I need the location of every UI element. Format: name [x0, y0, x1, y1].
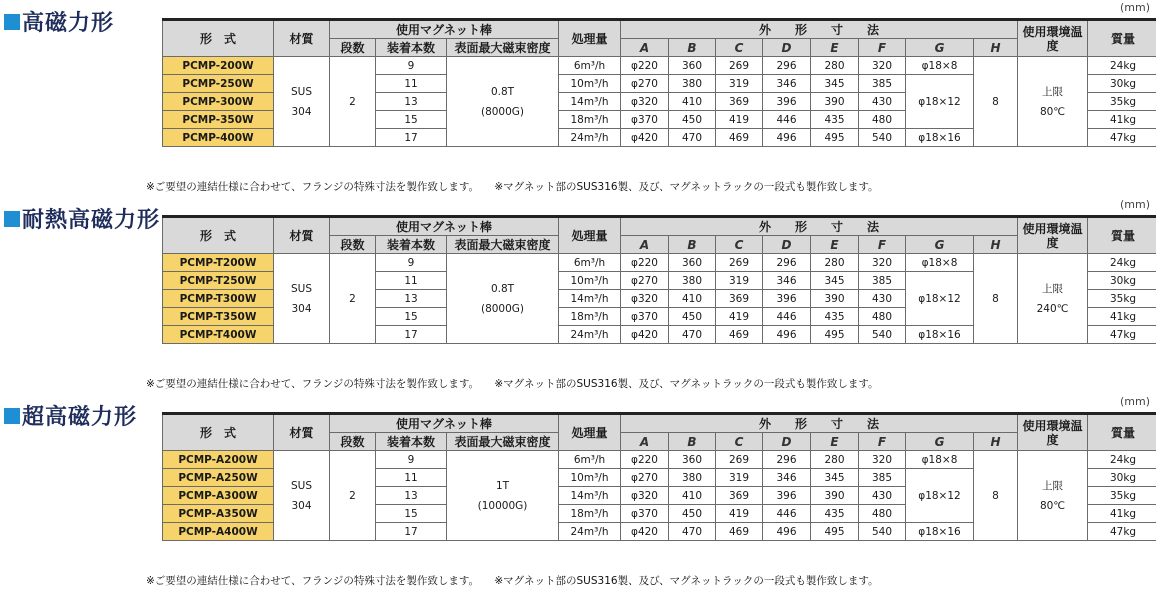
dim-g-cell: φ18×8 [906, 57, 974, 75]
mass-cell: 24kg [1088, 57, 1156, 75]
env-temperature: 80℃ [1039, 499, 1066, 512]
flow-cell: 18m³/h [559, 111, 621, 129]
dim-a-cell: φ220 [621, 451, 669, 469]
flow-cell: 6m³/h [559, 254, 621, 272]
dim-f-cell: 480 [859, 308, 906, 326]
header-flux: 表面最大磁束密度 [447, 39, 559, 57]
header-dim-h: H [974, 433, 1018, 451]
header-flux: 表面最大磁束密度 [447, 433, 559, 451]
header-dim-d: D [763, 433, 811, 451]
dim-d-cell: 446 [763, 505, 811, 523]
env-cell [1018, 451, 1088, 541]
dim-d-cell: 446 [763, 111, 811, 129]
dim-e-cell: 345 [811, 75, 859, 93]
model-cell: PCMP-350W [163, 111, 274, 129]
note-sus316: ※マグネット部のSUS316製、及び、マグネットラックの一段式も製作致します。 [494, 378, 879, 390]
material-line-1: SUS [290, 282, 312, 295]
flux-cell [447, 254, 559, 344]
model-cell: PCMP-200W [163, 57, 274, 75]
dim-e-cell: 345 [811, 272, 859, 290]
material-cell [274, 57, 330, 147]
dim-c-cell: 419 [716, 308, 763, 326]
dim-d-cell: 296 [763, 451, 811, 469]
dim-f-cell: 540 [859, 326, 906, 344]
dim-f-cell: 540 [859, 523, 906, 541]
flux-tesla: 1T [495, 479, 510, 492]
table-row [163, 451, 1156, 469]
dim-d-cell: 446 [763, 308, 811, 326]
dim-c-cell: 269 [716, 57, 763, 75]
header-dim-h: H [974, 236, 1018, 254]
header-dim-f: F [859, 433, 906, 451]
dim-e-cell: 435 [811, 505, 859, 523]
dim-a-cell: φ220 [621, 254, 669, 272]
header-material: 材質 [274, 20, 330, 57]
dim-a-cell: φ320 [621, 93, 669, 111]
header-flow: 処理量 [559, 414, 621, 451]
unit-label: (mm) [1119, 198, 1150, 211]
dim-a-cell: φ420 [621, 129, 669, 147]
dim-b-cell: 410 [669, 487, 716, 505]
dim-b-cell: 380 [669, 272, 716, 290]
dim-d-cell: 296 [763, 254, 811, 272]
dim-c-cell: 319 [716, 272, 763, 290]
bars-cell: 17 [376, 523, 447, 541]
dim-g-cell: φ18×12 [906, 75, 974, 129]
flux-gauss: (8000G) [480, 302, 525, 315]
dim-c-cell: 369 [716, 487, 763, 505]
square-bullet-icon [4, 211, 20, 227]
dim-c-cell: 469 [716, 129, 763, 147]
dim-g-cell: φ18×16 [906, 326, 974, 344]
square-bullet-icon [4, 14, 20, 30]
dim-f-cell: 430 [859, 93, 906, 111]
dim-a-cell: φ270 [621, 469, 669, 487]
dim-b-cell: 360 [669, 451, 716, 469]
dim-f-cell: 430 [859, 290, 906, 308]
header-mass: 質量 [1088, 414, 1156, 451]
header-magnet-bar: 使用マグネット棒 [330, 20, 559, 39]
dim-a-cell: φ420 [621, 523, 669, 541]
dim-h-cell: 8 [974, 57, 1018, 147]
stages-cell: 2 [330, 451, 376, 541]
header-dim-f: F [859, 236, 906, 254]
bars-cell: 11 [376, 272, 447, 290]
env-cell [1018, 254, 1088, 344]
header-dim-b: B [669, 433, 716, 451]
env-temperature: 240℃ [1036, 302, 1069, 315]
material-line-1: SUS [290, 85, 312, 98]
flow-cell: 18m³/h [559, 308, 621, 326]
mass-cell: 35kg [1088, 487, 1156, 505]
stages-cell: 2 [330, 254, 376, 344]
header-dim-g: G [906, 236, 974, 254]
flow-cell: 6m³/h [559, 451, 621, 469]
header-dim-f: F [859, 39, 906, 57]
header-model: 形 式 [163, 20, 274, 57]
dim-a-cell: φ420 [621, 326, 669, 344]
material-line-2: 304 [291, 302, 312, 315]
header-stages: 段数 [330, 433, 376, 451]
dim-b-cell: 380 [669, 75, 716, 93]
dim-b-cell: 450 [669, 111, 716, 129]
material-line-1: SUS [290, 479, 312, 492]
footnote [146, 573, 879, 588]
model-cell: PCMP-300W [163, 93, 274, 111]
header-dim-e: E [811, 433, 859, 451]
header-bars: 装着本数 [376, 236, 447, 254]
footnote [146, 179, 879, 194]
unit-label: (mm) [1119, 395, 1150, 408]
dim-b-cell: 410 [669, 290, 716, 308]
dim-e-cell: 280 [811, 451, 859, 469]
dim-d-cell: 396 [763, 487, 811, 505]
dim-d-cell: 296 [763, 57, 811, 75]
dim-e-cell: 390 [811, 290, 859, 308]
dim-g-cell: φ18×8 [906, 254, 974, 272]
dim-e-cell: 435 [811, 111, 859, 129]
dim-c-cell: 469 [716, 326, 763, 344]
model-cell: PCMP-T250W [163, 272, 274, 290]
dim-c-cell: 319 [716, 75, 763, 93]
mass-cell: 47kg [1088, 129, 1156, 147]
dim-a-cell: φ370 [621, 308, 669, 326]
model-cell: PCMP-400W [163, 129, 274, 147]
dim-b-cell: 470 [669, 326, 716, 344]
flow-cell: 14m³/h [559, 93, 621, 111]
dim-c-cell: 369 [716, 290, 763, 308]
dim-c-cell: 419 [716, 111, 763, 129]
header-mass: 質量 [1088, 20, 1156, 57]
header-dim-e: E [811, 236, 859, 254]
table-row [163, 57, 1156, 75]
mass-cell: 41kg [1088, 505, 1156, 523]
note-sus316: ※マグネット部のSUS316製、及び、マグネットラックの一段式も製作致します。 [494, 181, 879, 193]
dim-d-cell: 496 [763, 129, 811, 147]
header-dim-c: C [716, 433, 763, 451]
dim-b-cell: 450 [669, 505, 716, 523]
section-title-text: 耐熱高磁力形 [22, 208, 161, 233]
mass-cell: 47kg [1088, 326, 1156, 344]
section-title [4, 203, 160, 234]
square-bullet-icon [4, 408, 20, 424]
header-row [163, 414, 1156, 433]
dim-e-cell: 280 [811, 254, 859, 272]
env-cell [1018, 57, 1088, 147]
note-flange: ※ご要望の連結仕様に合わせて、フランジの特殊寸法を製作致します。 [146, 378, 479, 390]
flow-cell: 10m³/h [559, 469, 621, 487]
dim-b-cell: 360 [669, 57, 716, 75]
bars-cell: 11 [376, 469, 447, 487]
header-model: 形 式 [163, 217, 274, 254]
dim-d-cell: 496 [763, 523, 811, 541]
flow-cell: 18m³/h [559, 505, 621, 523]
note-flange: ※ご要望の連結仕様に合わせて、フランジの特殊寸法を製作致します。 [146, 181, 479, 193]
header-dim-a: A [621, 39, 669, 57]
spec-table [162, 412, 1156, 541]
bars-cell: 13 [376, 290, 447, 308]
dim-f-cell: 385 [859, 469, 906, 487]
flow-cell: 10m³/h [559, 75, 621, 93]
section-title [4, 400, 137, 431]
header-dim-c: C [716, 39, 763, 57]
header-flow: 処理量 [559, 217, 621, 254]
dim-f-cell: 430 [859, 487, 906, 505]
flux-cell [447, 57, 559, 147]
spec-table [162, 215, 1156, 344]
bars-cell: 17 [376, 129, 447, 147]
flux-gauss: (8000G) [480, 105, 525, 118]
bars-cell: 9 [376, 451, 447, 469]
mass-cell: 24kg [1088, 254, 1156, 272]
dim-a-cell: φ370 [621, 111, 669, 129]
spec-section [0, 197, 1156, 394]
mass-cell: 41kg [1088, 308, 1156, 326]
dim-a-cell: φ270 [621, 272, 669, 290]
header-dim-a: A [621, 236, 669, 254]
header-dim-g: G [906, 39, 974, 57]
dim-b-cell: 410 [669, 93, 716, 111]
dim-f-cell: 385 [859, 75, 906, 93]
header-dim-a: A [621, 433, 669, 451]
bars-cell: 13 [376, 487, 447, 505]
header-env: 使用環境温度 [1018, 20, 1088, 57]
dim-d-cell: 396 [763, 290, 811, 308]
material-cell [274, 254, 330, 344]
mass-cell: 30kg [1088, 272, 1156, 290]
header-stages: 段数 [330, 236, 376, 254]
footnote [146, 376, 879, 391]
header-row [163, 217, 1156, 236]
model-cell: PCMP-T200W [163, 254, 274, 272]
table-row [163, 254, 1156, 272]
header-dim-c: C [716, 236, 763, 254]
flow-cell: 6m³/h [559, 57, 621, 75]
flow-cell: 14m³/h [559, 487, 621, 505]
model-cell: PCMP-T350W [163, 308, 274, 326]
flux-tesla: 0.8T [490, 85, 515, 98]
note-flange: ※ご要望の連結仕様に合わせて、フランジの特殊寸法を製作致します。 [146, 575, 479, 587]
flux-cell [447, 451, 559, 541]
dim-g-cell: φ18×12 [906, 272, 974, 326]
flux-gauss: (10000G) [477, 499, 528, 512]
dim-e-cell: 495 [811, 523, 859, 541]
env-temperature: 80℃ [1039, 105, 1066, 118]
mass-cell: 30kg [1088, 469, 1156, 487]
dim-e-cell: 495 [811, 326, 859, 344]
mass-cell: 35kg [1088, 290, 1156, 308]
env-upper-label: 上限 [1042, 282, 1064, 295]
bars-cell: 9 [376, 57, 447, 75]
spec-section [0, 394, 1156, 591]
dim-a-cell: φ320 [621, 290, 669, 308]
flow-cell: 14m³/h [559, 290, 621, 308]
flow-cell: 24m³/h [559, 523, 621, 541]
dim-c-cell: 319 [716, 469, 763, 487]
flow-cell: 24m³/h [559, 129, 621, 147]
dim-f-cell: 320 [859, 254, 906, 272]
dim-d-cell: 346 [763, 272, 811, 290]
dim-b-cell: 470 [669, 523, 716, 541]
dim-g-cell: φ18×16 [906, 523, 974, 541]
bars-cell: 9 [376, 254, 447, 272]
dim-a-cell: φ370 [621, 505, 669, 523]
header-material: 材質 [274, 414, 330, 451]
model-cell: PCMP-A300W [163, 487, 274, 505]
stages-cell: 2 [330, 57, 376, 147]
header-dim-e: E [811, 39, 859, 57]
bars-cell: 15 [376, 111, 447, 129]
header-dimensions: 外 形 寸 法 [621, 20, 1018, 39]
dim-d-cell: 346 [763, 75, 811, 93]
header-flow: 処理量 [559, 20, 621, 57]
flux-tesla: 0.8T [490, 282, 515, 295]
env-upper-label: 上限 [1042, 85, 1064, 98]
dim-e-cell: 390 [811, 93, 859, 111]
header-dimensions: 外 形 寸 法 [621, 414, 1018, 433]
bars-cell: 13 [376, 93, 447, 111]
model-cell: PCMP-T300W [163, 290, 274, 308]
header-flux: 表面最大磁束密度 [447, 236, 559, 254]
dim-f-cell: 480 [859, 111, 906, 129]
model-cell: PCMP-250W [163, 75, 274, 93]
material-line-2: 304 [291, 105, 312, 118]
header-magnet-bar: 使用マグネット棒 [330, 217, 559, 236]
dim-c-cell: 269 [716, 254, 763, 272]
bars-cell: 15 [376, 308, 447, 326]
header-env: 使用環境温度 [1018, 217, 1088, 254]
dim-e-cell: 435 [811, 308, 859, 326]
dim-b-cell: 360 [669, 254, 716, 272]
header-bars: 装着本数 [376, 39, 447, 57]
header-dim-h: H [974, 39, 1018, 57]
note-sus316: ※マグネット部のSUS316製、及び、マグネットラックの一段式も製作致します。 [494, 575, 879, 587]
dim-c-cell: 369 [716, 93, 763, 111]
model-cell: PCMP-A350W [163, 505, 274, 523]
header-env: 使用環境温度 [1018, 414, 1088, 451]
model-cell: PCMP-A200W [163, 451, 274, 469]
header-dim-b: B [669, 236, 716, 254]
header-dimensions: 外 形 寸 法 [621, 217, 1018, 236]
dim-g-cell: φ18×12 [906, 469, 974, 523]
dim-g-cell: φ18×16 [906, 129, 974, 147]
dim-e-cell: 495 [811, 129, 859, 147]
flow-cell: 24m³/h [559, 326, 621, 344]
unit-label: (mm) [1119, 1, 1150, 14]
dim-g-cell: φ18×8 [906, 451, 974, 469]
header-magnet-bar: 使用マグネット棒 [330, 414, 559, 433]
dim-d-cell: 346 [763, 469, 811, 487]
dim-d-cell: 396 [763, 93, 811, 111]
dim-f-cell: 320 [859, 57, 906, 75]
bars-cell: 17 [376, 326, 447, 344]
mass-cell: 47kg [1088, 523, 1156, 541]
dim-b-cell: 470 [669, 129, 716, 147]
dim-f-cell: 480 [859, 505, 906, 523]
dim-c-cell: 469 [716, 523, 763, 541]
dim-c-cell: 269 [716, 451, 763, 469]
dim-b-cell: 380 [669, 469, 716, 487]
material-cell [274, 451, 330, 541]
spec-table [162, 18, 1156, 147]
bars-cell: 11 [376, 75, 447, 93]
mass-cell: 30kg [1088, 75, 1156, 93]
dim-f-cell: 385 [859, 272, 906, 290]
dim-d-cell: 496 [763, 326, 811, 344]
header-material: 材質 [274, 217, 330, 254]
dim-b-cell: 450 [669, 308, 716, 326]
header-dim-g: G [906, 433, 974, 451]
header-dim-d: D [763, 39, 811, 57]
dim-c-cell: 419 [716, 505, 763, 523]
header-mass: 質量 [1088, 217, 1156, 254]
header-model: 形 式 [163, 414, 274, 451]
mass-cell: 24kg [1088, 451, 1156, 469]
header-bars: 装着本数 [376, 433, 447, 451]
dim-a-cell: φ220 [621, 57, 669, 75]
dim-f-cell: 540 [859, 129, 906, 147]
model-cell: PCMP-T400W [163, 326, 274, 344]
dim-h-cell: 8 [974, 451, 1018, 541]
flow-cell: 10m³/h [559, 272, 621, 290]
spec-section [0, 0, 1156, 197]
section-title-text: 高磁力形 [22, 11, 115, 36]
header-stages: 段数 [330, 39, 376, 57]
header-dim-d: D [763, 236, 811, 254]
dim-h-cell: 8 [974, 254, 1018, 344]
model-cell: PCMP-A400W [163, 523, 274, 541]
dim-a-cell: φ270 [621, 75, 669, 93]
dim-a-cell: φ320 [621, 487, 669, 505]
dim-f-cell: 320 [859, 451, 906, 469]
material-line-2: 304 [291, 499, 312, 512]
model-cell: PCMP-A250W [163, 469, 274, 487]
bars-cell: 15 [376, 505, 447, 523]
env-upper-label: 上限 [1042, 479, 1064, 492]
header-dim-b: B [669, 39, 716, 57]
section-title-text: 超高磁力形 [22, 405, 138, 430]
mass-cell: 35kg [1088, 93, 1156, 111]
dim-e-cell: 280 [811, 57, 859, 75]
dim-e-cell: 345 [811, 469, 859, 487]
mass-cell: 41kg [1088, 111, 1156, 129]
section-title [4, 6, 114, 37]
header-row [163, 20, 1156, 39]
dim-e-cell: 390 [811, 487, 859, 505]
